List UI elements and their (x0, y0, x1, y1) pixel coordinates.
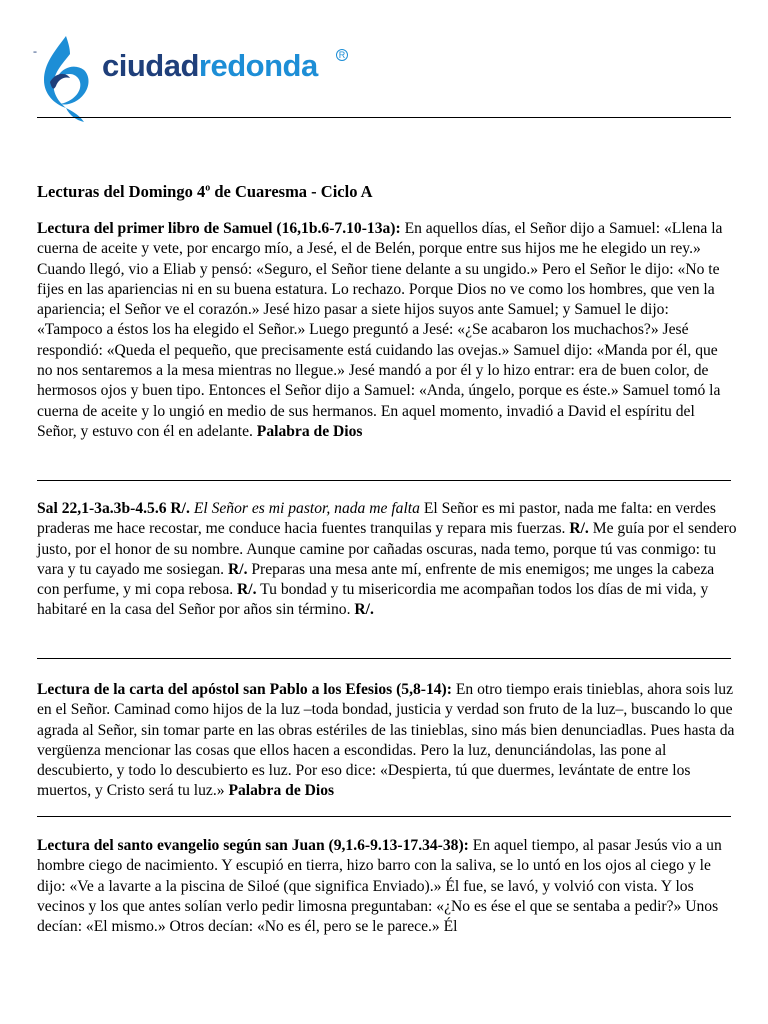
divider-2 (37, 658, 731, 659)
gospel-heading: Lectura del santo evangelio según san Juan (9,1.6-9.13-17.34-38): (37, 837, 469, 854)
reading-first-closing: Palabra de Dios (256, 422, 363, 440)
reading-second (37, 680, 737, 802)
logo-dash: - (33, 44, 37, 58)
gospel (37, 836, 737, 937)
psalm-heading: Sal 22,1-3a.3b-4.5.6 R/. (37, 500, 190, 517)
registered-mark-icon: R (336, 49, 348, 61)
psalm-antiphon: El Señor es mi pastor, nada me falta (189, 500, 424, 517)
reading-second-heading: Lectura de la carta del apóstol san Pablo a los Efesios (5,8-14): (37, 681, 452, 698)
reading-second-body: En otro tiempo erais tinieblas, ahora sois luz en el Señor. Caminad como hijos de la luz –toda bondad, justicia y verdad son fruto de la luz–, buscando lo que agrada al Señor, sin tomar parte en las obras estériles de las tinieblas, sino más bien denunciadlas. Pues hasta da vergüenza mencionar las cosas que ellos hacen a escondidas. Pero la luz, denunciándolas, las pone al descubierto, y todo lo descubierto es luz. Por eso dice: «Despierta, tú que duermes, levántate de entre los muertos, y Cristo será tu luz.» (37, 681, 735, 800)
logo-mark-icon (36, 32, 98, 124)
divider-1 (37, 480, 731, 481)
divider-3 (37, 816, 731, 817)
divider-top (37, 117, 731, 118)
logo-text-ciudad: ciudad (102, 48, 199, 83)
reading-first-heading: Lectura del primer libro de Samuel (16,1b.6-7.10-13a): (37, 220, 401, 237)
logo-text-redonda: redonda (198, 48, 318, 83)
page-title: Lecturas del Domingo 4$^o$ de Cuaresma - Ciclo A (37, 182, 373, 201)
reading-first (37, 219, 737, 442)
logo-wordmark (102, 50, 318, 81)
ciudadredonda-logo (36, 32, 366, 122)
psalm: Sal 22,1-3a.3b-4.5.6 R/. El Señor es mi pastor, nada me falta El Señor es mi pastor, nada me falta: en verdes praderas me hace recostar, me conduce hacia fuentes tranquilas y repara mis fuerzas. R/. Me guía por el sendero justo, por el honor de su nombre. Aunque camine por cañadas oscuras, nada temo, porque tú vas conmigo: tu vara y tu cayado me sosiegan. R/. Preparas una mesa ante mí, enfrente de mis enemigos; me unges la cabeza con perfume, y mi copa rebosa. R/. Tu bondad y tu misericordia me acompañan todos los días de mi vida, y habitaré en la casa del Señor por años sin término. R/. (37, 500, 737, 619)
gospel-body: En aquel tiempo, al pasar Jesús vio a un hombre ciego de nacimiento. Y escupió en tierra, hizo barro con la saliva, se lo untó en los ojos al ciego y le dijo: «Ve a lavarte a la piscina de Siloé (que significa Enviado).» Él fue, se lavó, y volvió con vista. Y los vecinos y los que antes solían verlo pedir limosna preguntaban: «¿No es ése el que se sentaba a pedir?» Unos decían: «El mismo.» Otros decían: «No es él, pero se le parece.» Él (37, 837, 722, 936)
reading-first-body: En aquellos días, el Señor dijo a Samuel: «Llena la cuerna de aceite y vete, por encargo mío, a Jesé, el de Belén, porque entre sus hijos me he elegido un rey.» Cuando llegó, vio a Eliab y pensó: «Seguro, el Señor tiene delante a su ungido.» Pero el Señor le dijo: «No te fijes en las apariencias ni en su buena estatura. Lo rechazo. Porque Dios no ve como los hombres, que ven la apariencia; el Señor ve el corazón.» Jesé hizo pasar a siete hijos suyos ante Samuel; y Samuel le dijo: «Tampoco a éstos los ha elegido el Señor.» Luego preguntó a Jesé: «¿Se acabaron los muchachos?» Jesé respondió: «Queda el pequeño, que precisamente está cuidando las ovejas.» Samuel dijo: «Manda por él, que no nos sentaremos a la mesa mientras no llegue.» Jesé mandó a por él y lo hizo entrar: era de buen color, de hermosos ojos y buen tipo. Entonces el Señor dijo a Samuel: «Anda, úngelo, porque es éste.» Samuel tomó la cuerna de aceite y lo ungió en medio de sus hermanos. En aquel momento, invadió a David el espíritu del Señor, y estuvo con él en adelante. (37, 220, 723, 440)
reading-second-closing: Palabra de Dios (228, 782, 335, 800)
